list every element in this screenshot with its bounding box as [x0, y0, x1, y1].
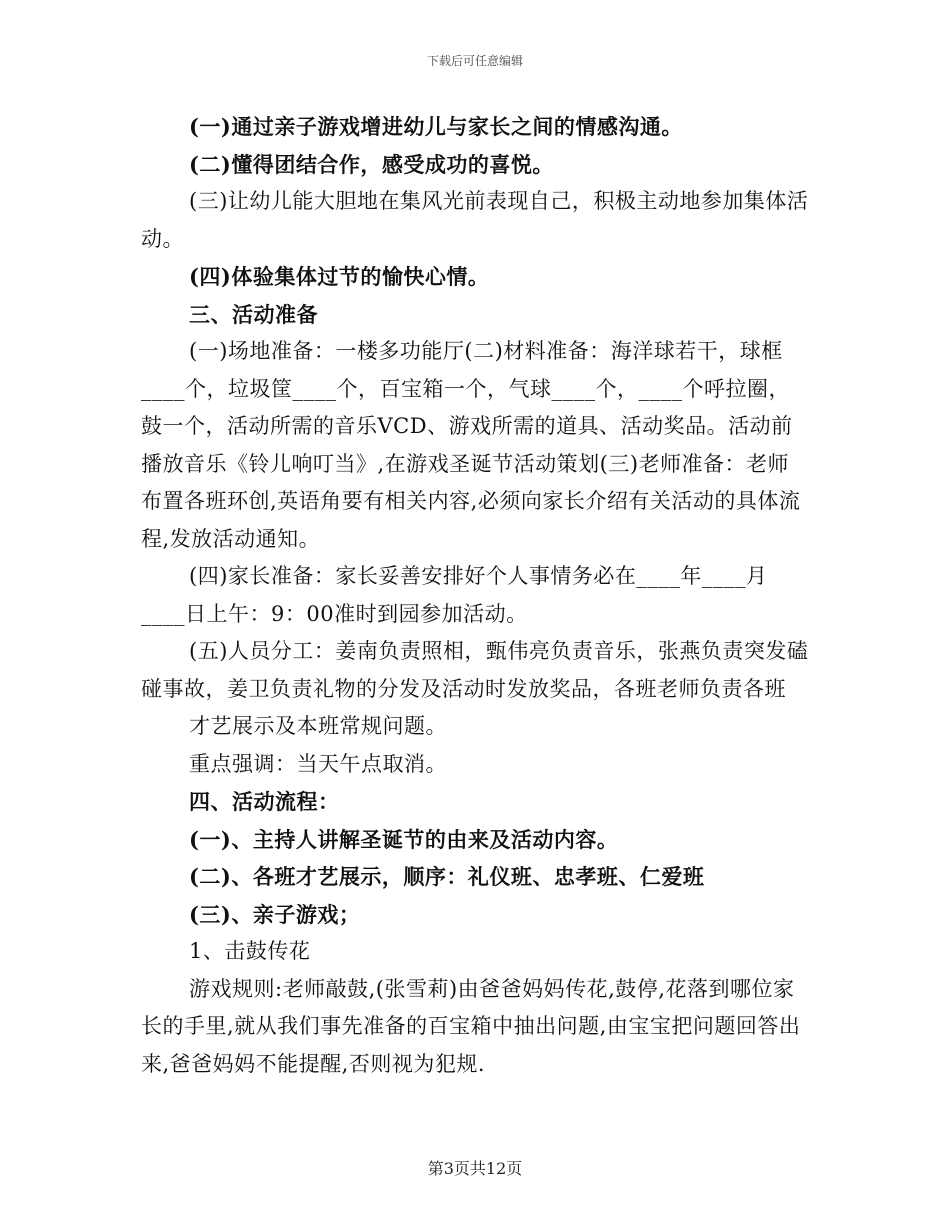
paragraph-goal-1: (一)通过亲子游戏增进幼儿与家长之间的情感沟通。 [189, 114, 683, 139]
page-footer: 第3页共12页 [427, 1159, 523, 1178]
section-heading-process: 四、活动流程： [189, 789, 340, 814]
process-step-1: (一)、主持人讲解圣诞节的由来及活动内容。 [189, 826, 619, 852]
paragraph-talent-show: 才艺展示及本班常规问题。 [189, 714, 447, 738]
paragraph-goal-3: (三)让幼儿能大胆地在集风光前表现自己，积极主动地参加集体活动。 [141, 189, 809, 251]
paragraph-goal-4: (四)体验集体过节的愉快心情。 [189, 264, 490, 289]
process-step-2: (二)、各班才艺展示，顺序：礼仪班、忠孝班、仁爱班 [189, 864, 705, 889]
page-header: 下载后可任意编辑 [426, 54, 523, 68]
game-title: 1、击鼓传花 [189, 939, 311, 963]
paragraph-goal-2: (二)懂得团结合作，感受成功的喜悦。 [189, 151, 554, 177]
process-step-3: (三)、亲子游戏； [189, 901, 361, 927]
paragraph-parent-preparation: (四)家长准备：家长妥善安排好个人事情务必在____年____月____日上午：9：00准时到园参加活动。 [141, 564, 768, 626]
paragraph-staff-assignment: (五)人员分工：姜南负责照相，甄伟亮负责音乐，张燕负责突发磕碰事故，姜卫负责礼物的分发及活动时发放奖品，各班老师负责各班 [141, 639, 809, 701]
section-heading-preparation: 三、活动准备 [189, 301, 318, 327]
paragraph-venue-materials: (一)场地准备：一楼多功能厅(二)材料准备：海洋球若干，球框____个，垃圾筐____个，百宝箱一个，气球____个，____个呼拉圈，鼓一个，活动所需的音乐VCD、游戏所需的道具、活动奖品。活动前播放音乐《铃儿响叮当》,在游戏圣诞节活动策划(三)老师准备：老师布置各班环创,英语角要有相关内容,必须向家长介绍有关活动的具体流程,发放活动通知。 [141, 339, 801, 551]
game-rules: 游戏规则:老师敲鼓,(张雪莉)由爸爸妈妈传花,鼓停,花落到哪位家长的手里,就从我们事先准备的百宝箱中抽出问题,由宝宝把问题回答出来,爸爸妈妈不能提醒,否则视为犯规. [141, 976, 801, 1076]
paragraph-emphasis: 重点强调：当天午点取消。 [189, 751, 447, 776]
document-body [141, 108, 809, 1083]
